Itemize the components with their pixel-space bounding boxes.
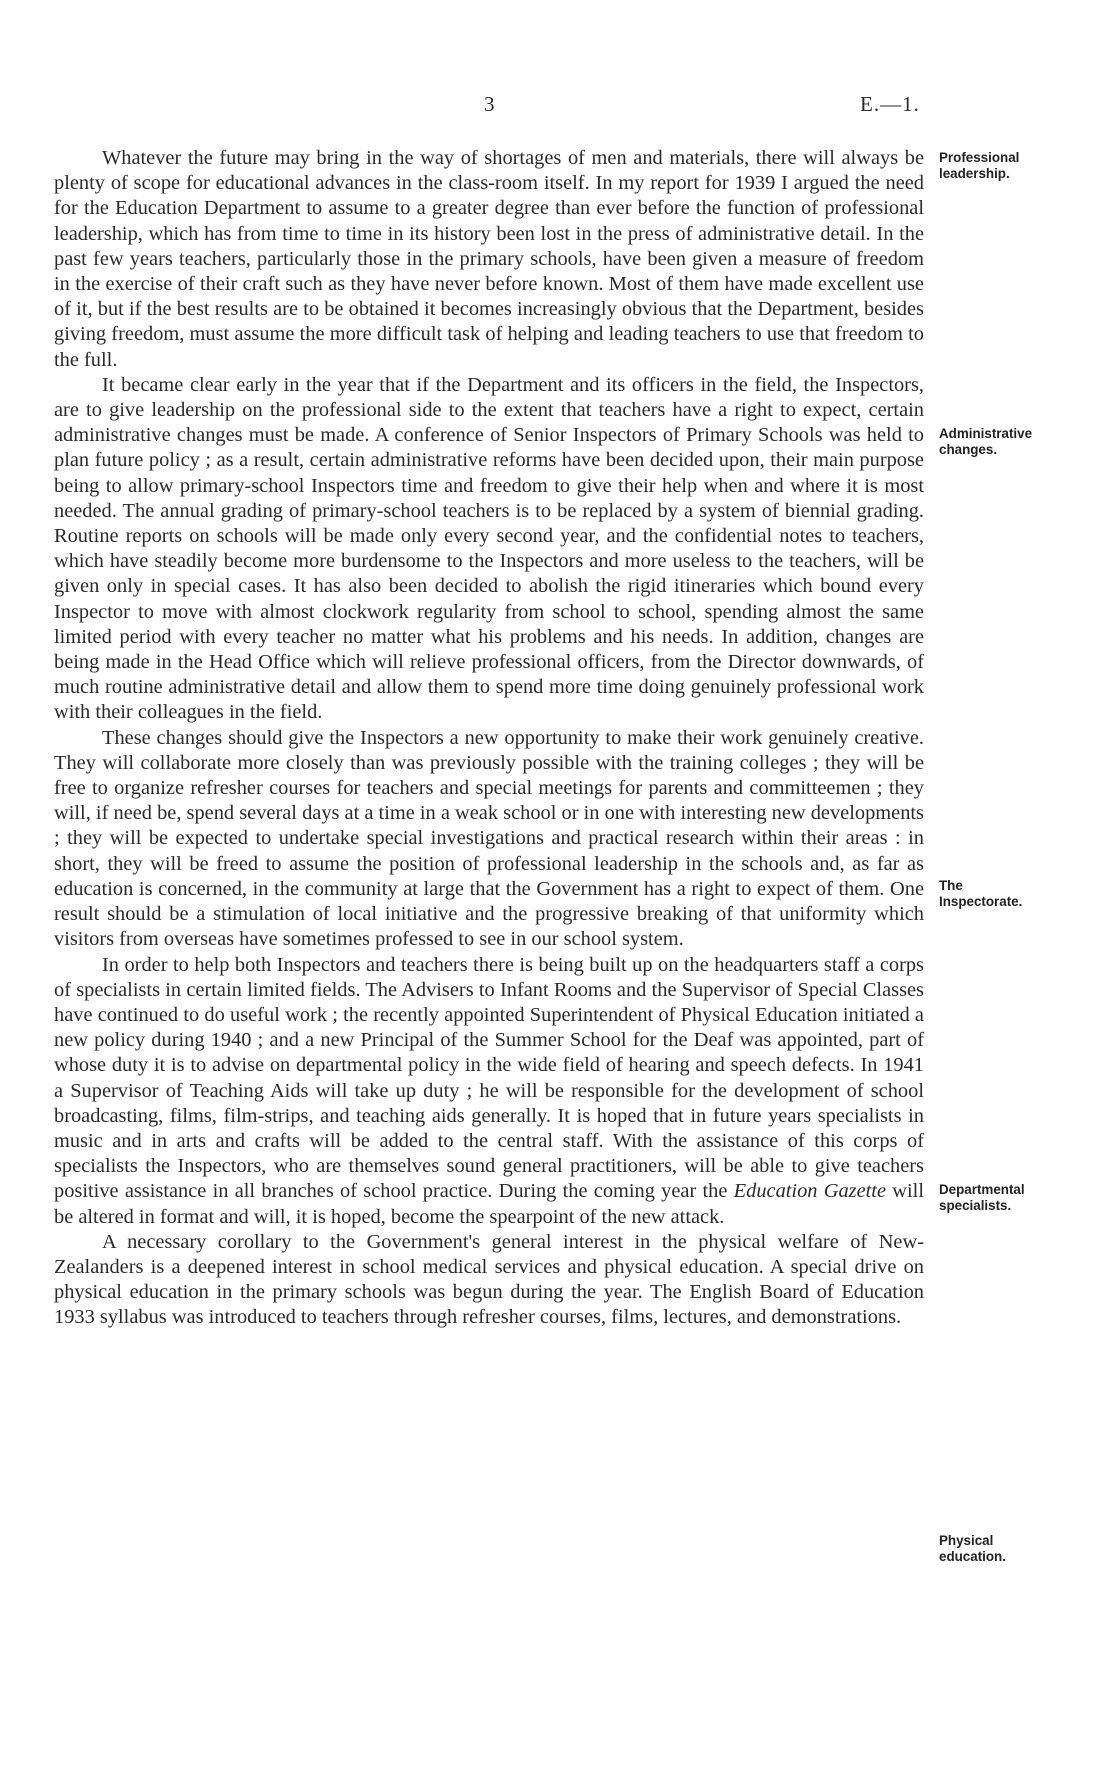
side-note-departmental-specialists bbox=[939, 1182, 1089, 1214]
paragraph-text-before: In order to help both Inspectors and teachers there is being built up on the headquarters staff a corps of specialists in certain limited fields. The Advisers to Infant Rooms and the Supervisor of Special Classes have continued to do useful work ; the recently appointed Superintendent of Physical Education initiated a new policy during 1940 ; and a new Principal of the Summer School for the Deaf was appointed, part of whose duty it is to advise on departmental policy in the wide field of hearing and speech defects. In 1941 a Supervisor of Teaching Aids will take up duty ; he will be responsible for the development of school broadcasting, films, film-strips, and teaching aids generally. It is hoped that in future years specialists in music and in arts and crafts will be added to the central staff. With the assistance of this corps of specialists the Inspectors, who are themselves sound general practitioners, will be able to give teachers positive assistance in all branches of school practice. During the coming year the bbox=[54, 953, 924, 1203]
side-note-line: Administrative bbox=[939, 426, 1033, 441]
page-number: 3 bbox=[484, 92, 495, 116]
side-note-inspectorate bbox=[939, 878, 1089, 910]
side-note-physical-education bbox=[939, 1533, 1089, 1565]
paragraph-text-after: will be altered in format and will, it is hoped, become the spearpoint of the new attack. bbox=[54, 1180, 924, 1228]
side-note-line: specialists. bbox=[939, 1198, 1012, 1213]
body-text bbox=[54, 146, 924, 1331]
side-note-line: The bbox=[939, 878, 963, 893]
side-note-line: leadership. bbox=[939, 166, 1010, 181]
side-note-line: changes. bbox=[939, 442, 998, 457]
document-reference: E.—1. bbox=[860, 92, 920, 116]
side-note-line: Professional bbox=[939, 150, 1020, 165]
page-header bbox=[0, 92, 1114, 122]
paragraph-administrative-changes: It became clear early in the year that if the Department and its officers in the field, the Inspectors, are to give leadership on the professional side to the extent that teachers have a right to expect, certain administrative changes must be made. A conference of Senior Inspectors of Primary Schools was held to plan future policy ; as a result, certain administrative reforms have been decided upon, their main purpose being to allow primary-school Inspectors time and freedom to give their help when and where it is most needed. The annual grading of primary-school teachers is to be replaced by a system of biennial grading. Routine reports on schools will be made only every second year, and the confidential notes to teachers, which have steadily become more burdensome to the Inspectors and more useless to the teachers, will be given only in special cases. It has also been decided to abolish the rigid itineraries which bound every Inspector to move with almost clockwork regularity from school to school, spending almost the same limited period with every teacher no matter what his problems and his needs. In addition, changes are being made in the Head Office which will relieve professional officers, from the Director downwards, of much routine administrative detail and allow them to spend more time doing genuinely professional work with their colleagues in the field. bbox=[54, 373, 924, 724]
side-note-line: Physical bbox=[939, 1533, 994, 1548]
paragraph-inspectorate: These changes should give the Inspectors a new opportunity to make their work genuinely creative. They will collaborate more closely than was previously possible with the training colleges ; they will be free to organize refresher courses for teachers and special meetings for parents and committeemen ; they will, if need be, spend several days at a time in a weak school or in one with interesting new developments ; they will be expected to undertake special investigations and practical research within their areas : in short, they will be freed to assume the position of professional leadership in the schools and, as far as education is concerned, in the community at large that the Government has a right to expect of them. One result should be a stimulation of local initiative and the progressive breaking of that uniformity which visitors from overseas have sometimes professed to see in our school system. bbox=[54, 726, 924, 951]
paragraph-professional-leadership: Whatever the future may bring in the way of shortages of men and materials, there will always be plenty of scope for educational advances in the class-room itself. In my report for 1939 I argued the need for the Education Department to assume to a greater degree than ever before the function of professional leadership, which has from time to time in its history been lost in the press of administrative detail. In the past few years teachers, particularly those in the primary schools, have been given a measure of freedom in the exercise of their craft such as they have never before known. Most of them have made excellent use of it, but if the best results are to be obtained it becomes increasingly obvious that the Department, besides giving freedom, must assume the more difficult task of helping and leading teachers to use that freedom to the full. bbox=[54, 147, 924, 371]
side-note-administrative-changes bbox=[939, 426, 1089, 458]
side-note-professional-leadership bbox=[939, 150, 1089, 182]
side-note-line: Inspectorate. bbox=[939, 894, 1023, 909]
publication-title: Education Gazette bbox=[733, 1180, 887, 1203]
side-note-line: education. bbox=[939, 1549, 1006, 1564]
paragraph-physical-education: A necessary corollary to the Government's general interest in the physical welfare of New-Zealanders is a deepened interest in school medical services and physical education. A special drive on physical education in the primary schools was begun during the year. The English Board of Education 1933 syllabus was introduced to teachers through refresher courses, films, lectures, and demonstrations. bbox=[54, 1230, 924, 1329]
paragraph-departmental-specialists bbox=[54, 953, 924, 1230]
side-note-line: Departmental bbox=[939, 1182, 1025, 1197]
